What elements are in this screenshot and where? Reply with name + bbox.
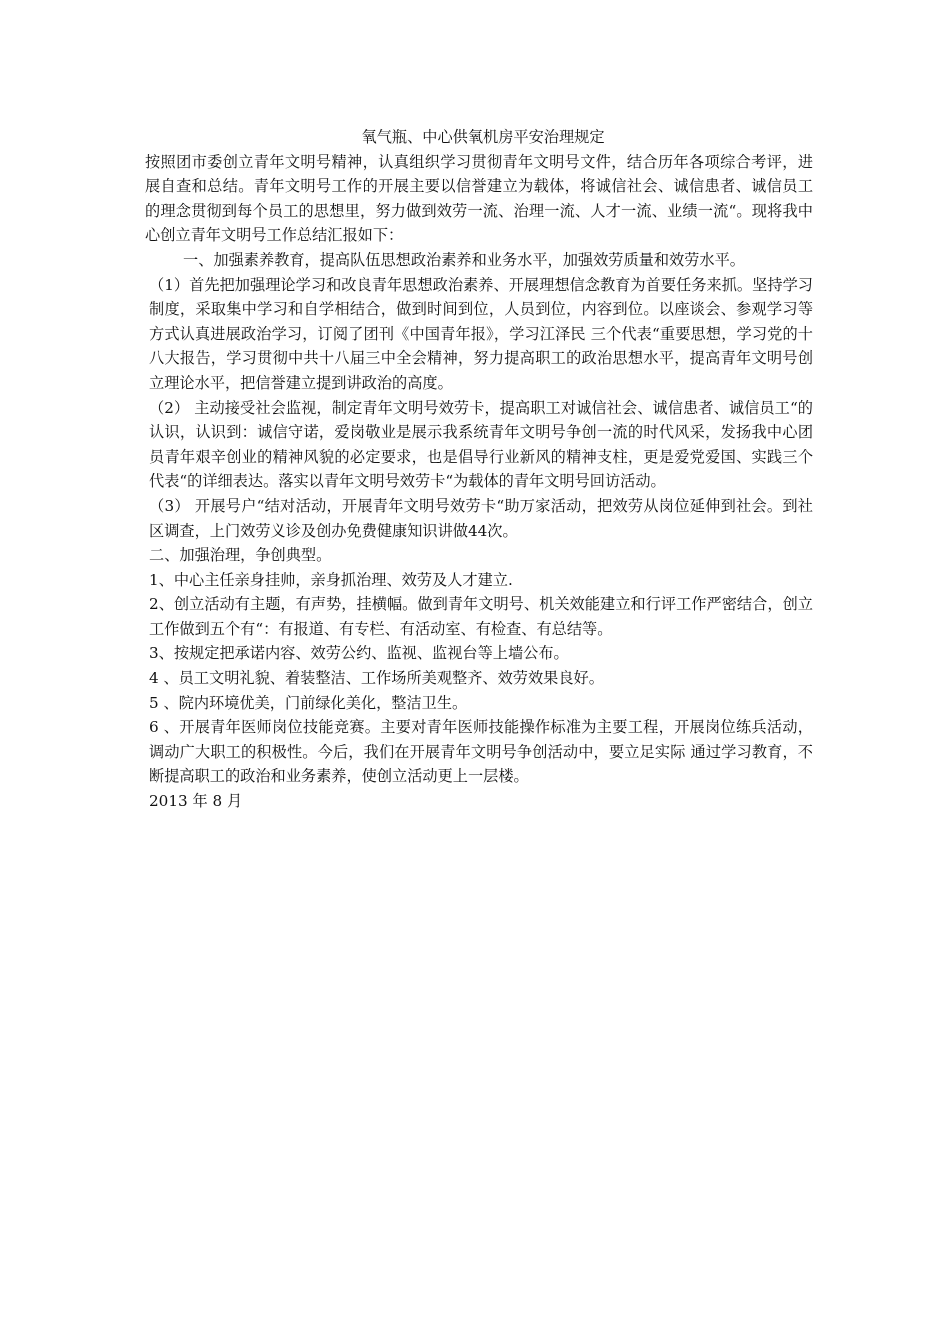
document-date: 2013 年 8 月 [149,792,243,811]
list-item-3: 3、按规定把承诺内容、效劳公约、监视、监视台等上墙公布。 [149,644,569,663]
paragraph-intro: 按照团市委创立青年文明号精神，认真组织学习贯彻青年文明号文件，结合历年各项综合考评，进展自查和总结。青年文明号工作的开展主要以信誉建立为载体，将诚信社会、诚信患者、诚信员工的理念贯彻到每个员工的思想里，努力做到效劳一流、治理一流、人才一流、业绩一流“。现将我中心创立青年文明号工作总结汇报如下： [145,152,813,245]
list-item-5: 5 、院内环境优美，门前绿化美化，整洁卫生。 [149,693,468,712]
list-item-4: 4 、员工文明礼貌、着装整洁、工作场所美观整齐、效劳效果良好。 [149,669,604,688]
section-heading-1: 一、加强素养教育，提高队伍思想政治素养和业务水平，加强效劳质量和效劳水平。 [183,250,745,269]
document-body [145,125,813,814]
section-heading-2: 二、加强治理，争创典型。 [149,546,332,565]
document-title: 氧气瓶、中心供氧机房平安治理规定 [361,128,605,146]
paragraph-item-3: （3） 开展号户“结对活动，开展青年文明号效劳卡“助万家活动，把效劳从岗位延伸到社会。到社区调查，上门效劳义诊及创办免费健康知识讲做44次。 [149,496,813,540]
paragraph-item-2: （2） 主动接受社会监视，制定青年文明号效劳卡，提高职工对诚信社会、诚信患者、诚信员工“的认识，认识到：诚信守诺，爱岗敬业是展示我系统青年文明号争创一流的时代风采，发扬我中心团员青年艰辛创业的精神风貌的必定要求，也是倡导行业新风的精神支柱，更是爱党爱国、实践三个代表“的详细表达。落实以青年文明号效劳卡“为载体的青年文明号回访活动。 [149,398,813,491]
list-item-6: 6 、开展青年医师岗位技能竞赛。主要对青年医师技能操作标准为主要工程，开展岗位练兵活动，调动广大职工的积极性。今后，我们在开展青年文明号争创活动中，要立足实际 通过学习教育，不断提高职工的政治和业务素养，使创立活动更上一层楼。 [149,718,813,786]
list-item-2: 2、创立活动有主题，有声势，挂横幅。做到青年文明号、机关效能建立和行评工作严密结合，创立工作做到五个有“：有报道、有专栏、有活动室、有检查、有总结等。 [149,595,813,638]
list-item-1: 1、中心主任亲身挂帅，亲身抓治理、效劳及人才建立. [149,570,513,589]
paragraph-item-1: （1）首先把加强理论学习和改良青年思想政治素养、开展理想信念教育为首要任务来抓。坚持学习制度，采取集中学习和自学相结合，做到时间到位，人员到位，内容到位。以座谈会、参观学习等方式认真进展政治学习，订阅了团刊《中国青年报》，学习江泽民 三个代表“重要思想，学习党的十八大报告，学习贯彻中共十八届三中全会精神，努力提高职工的政治思想水平，提高青年文明号创立理论水平，把信誉建立提到讲政治的高度。 [149,275,813,392]
